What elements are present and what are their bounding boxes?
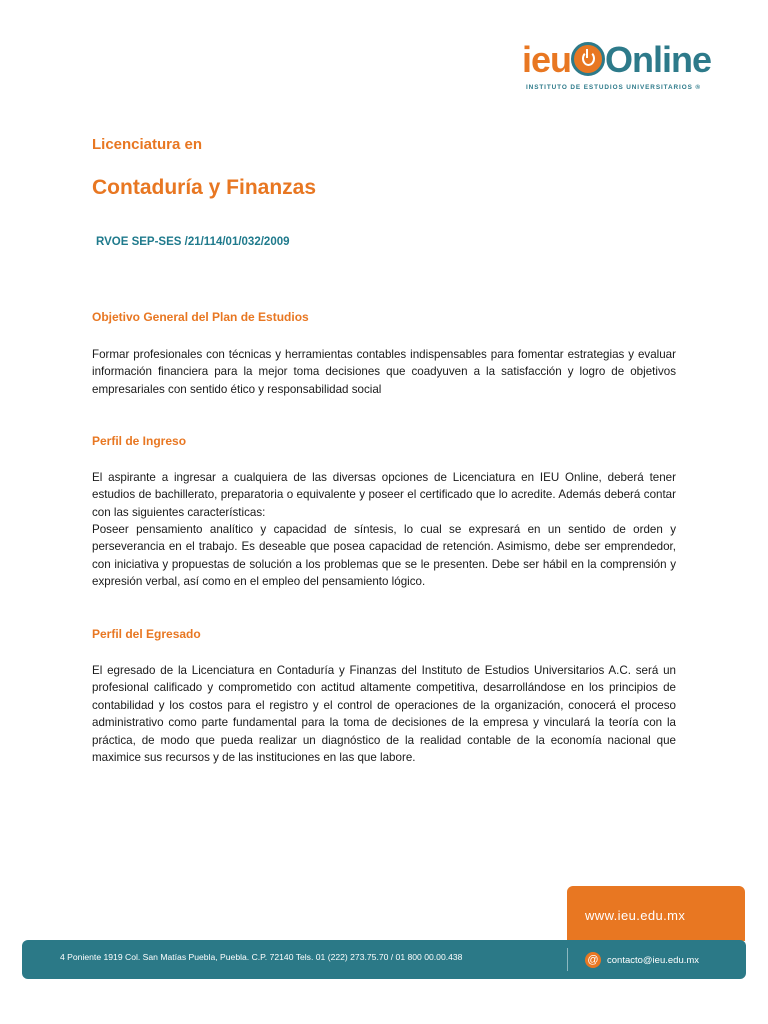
section-title-objetivo: Objetivo General del Plan de Estudios: [92, 310, 309, 324]
footer-address: 4 Poniente 1919 Col. San Matías Puebla, Puebla. C.P. 72140 Tels. 01 (222) 273.75.70 / 01 800 00.00.438: [60, 952, 463, 962]
footer-bar: [22, 940, 746, 979]
power-icon: [571, 42, 605, 76]
section-body-ingreso-2: Poseer pensamiento analítico y capacidad de síntesis, lo cual se expresará en un sentido de orden y perseverancia en el trabajo. Es deseable que posea capacidad de retención. Asimismo, debe ser emprendedor, con iniciativa y propuestas de solución a los problemas que se le presenten. Debe ser hábil en la comprensión y expresión verbal, así como en el empleo del pensamiento lógico.: [92, 523, 676, 589]
ieu-online-logo: [522, 38, 722, 98]
section-body-objetivo: Formar profesionales con técnicas y herramientas contables indispensables para fomentar estrategias y evaluar información financiera para la mejor toma decisiones que coadyuven a la satisfacción y logro de objetivos empresariales con sentido ético y responsabilidad social: [92, 348, 676, 396]
logo-subtitle: INSTITUTO DE ESTUDIOS UNIVERSITARIOS ®: [526, 84, 702, 91]
footer-contact[interactable]: [585, 952, 699, 968]
rvoe-code: RVOE SEP-SES /21/114/01/032/2009: [96, 236, 290, 248]
degree-title: Contaduría y Finanzas: [92, 176, 317, 199]
at-icon: @: [585, 952, 601, 968]
website-box: [567, 886, 745, 941]
degree-prefix: Licenciatura en: [92, 136, 203, 153]
contact-email[interactable]: contacto@ieu.edu.mx: [607, 954, 700, 966]
logo-ieu-text: ieu: [522, 39, 572, 80]
section-body-ingreso-1: El aspirante a ingresar a cualquiera de las diversas opciones de Licenciatura en IEU Online, deberá tener estudios de bachillerato, preparatoria o equivalente y poseer el certificado que lo acredite. Además deberá contar con las siguientes características:: [92, 471, 676, 519]
footer-divider: [567, 948, 568, 971]
logo-wordmark: [522, 38, 711, 82]
section-body-egresado: El egresado de la Licenciatura en Contaduría y Finanzas del Instituto de Estudios Universitarios A.C. será un profesional calificado y comprometido con actitud altamente competitiva, desarrollándose en los principios de contabilidad y los costos para el registro y el control de operaciones de la organización, conocerá el proceso administrativo como parte fundamental para la toma de decisiones de la empresa y vinculará la teoría con la práctica, de modo que pueda realizar un diagnóstico de la realidad contable de la economía nacional que maximice sus recursos y de las instituciones en las que labore.: [92, 664, 676, 765]
logo-line-text: line: [653, 39, 712, 80]
section-title-egresado: Perfil del Egresado: [92, 627, 201, 641]
logo-on-text: On: [605, 39, 654, 80]
section-title-ingreso: Perfil de Ingreso: [92, 434, 187, 448]
website-link[interactable]: www.ieu.edu.mx: [585, 908, 686, 923]
